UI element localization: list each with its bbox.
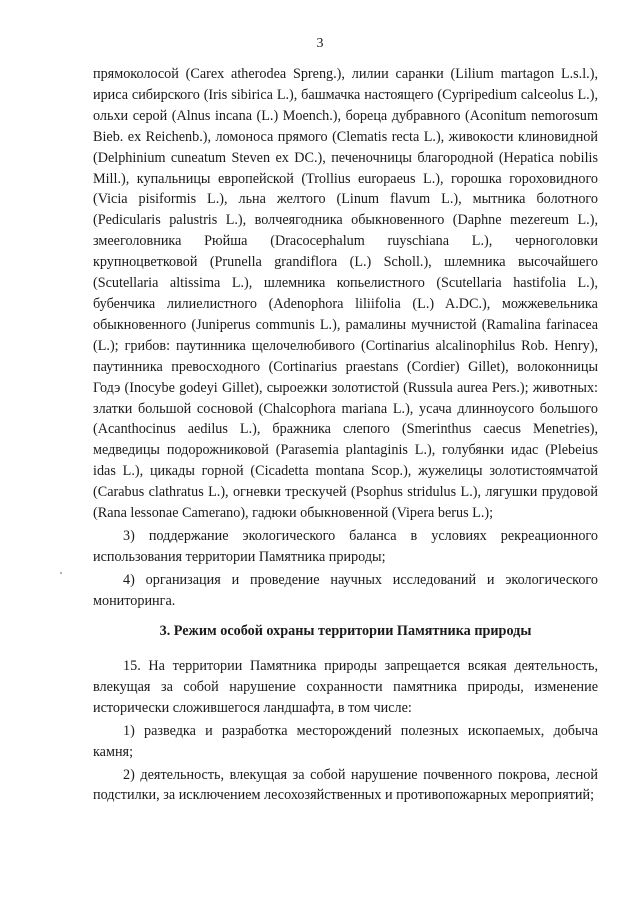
objective-item-3: 3) поддержание экологического баланса в условиях рекреационного использования территории Памятника природы;: [93, 527, 598, 565]
clause-15-paragraph: 15. На территории Памятника природы запрещается всякая деятельность, влекущая за собой нарушение сохранности памятника природы, изменение исторически сложившегося ландшафта, в том числе:: [93, 658, 598, 716]
clause-15-item-1: 1) разведка и разработка месторождений полезных ископаемых, добыча камня;: [93, 722, 598, 760]
upper-text-block: [93, 64, 598, 612]
margin-mark: [60, 572, 62, 574]
lower-text-block: [93, 656, 598, 806]
species-list-paragraph: прямоколосой (Carex atherodea Spreng.), лилии саранки (Lilium martagon L.s.l.), ириса сибирского (Iris sibirica L.), башмачка настоящего (Cypripedium calceolus L.), ольхи серой (Alnus incana (L.) Moench.), бореца дубравного (Aconitum nemorosum Bieb. ex Reichenb.), ломоноса прямого (Clematis recta L.), живокости клиновидной (Delphinium cuneatum Steven ex DC.), печеночницы благородной (Hepatica nobilis Mill.), купальницы европейской (Trollius europaeus L.), горошка гороховидного (Vicia pisiformis L.), льна желтого (Linum flavum L.), мытника болотного (Pedicularis palustris L.), волчеягодника обыкновенного (Daphne mezereum L.), змееголовника Рюйша (Dracocephalum ruyschiana L.), черноголовки крупноцветковой (Prunella grandiflora (L.) Scholl.), шлемника высочайшего (Scutellaria altissima L.), шлемника копьелистного (Scutellaria hastifolia L.), бубенчика лилиелистного (Adenophora liliifolia (L.) A.DC.), можжевельника обыкновенного (Juniperus communis L.), рамалины мучнистой (Ramalina farinacea (L.); грибов: паутинника щелочелюбивого (Cortinarius alcalinophilus Rob. Henry), паутинника превосходного (Cortinarius praestans (Cordier) Gillet), волоконницы Годэ (Inocybe godeyi Gillet), сыроежки золотистой (Russula aurea Pers.); животных: златки большой сосновой (Chalcophora mariana L.), усача длинноусого большого (Acanthocinus aedilus L.), бражника слепого (Smerinthus caecus Menetries), медведицы подорожниковой (Parasemia plantaginis L.), голубянки идас (Plebeius idas L.), цикады горной (Cicadetta montana Scop.), жужелицы золотистоямчатой (Carabus clathratus L.), огневки трескучей (Psophus stridulus L.), лягушки прудовой (Rana lessonae Camerano), гадюки обыкновенной (Vipera berus L.);: [93, 66, 598, 522]
section-heading: 3. Режим особой охраны территории Памятника природы: [159, 623, 532, 639]
page-number: 3: [316, 36, 324, 51]
objective-item-4: 4) организация и проведение научных исследований и экологического мониторинга.: [93, 571, 598, 609]
clause-15-item-2: 2) деятельность, влекущая за собой нарушение почвенного покрова, лесной подстилки, за исключением лесохозяйственных и противопожарных мероприятий;: [93, 766, 598, 804]
